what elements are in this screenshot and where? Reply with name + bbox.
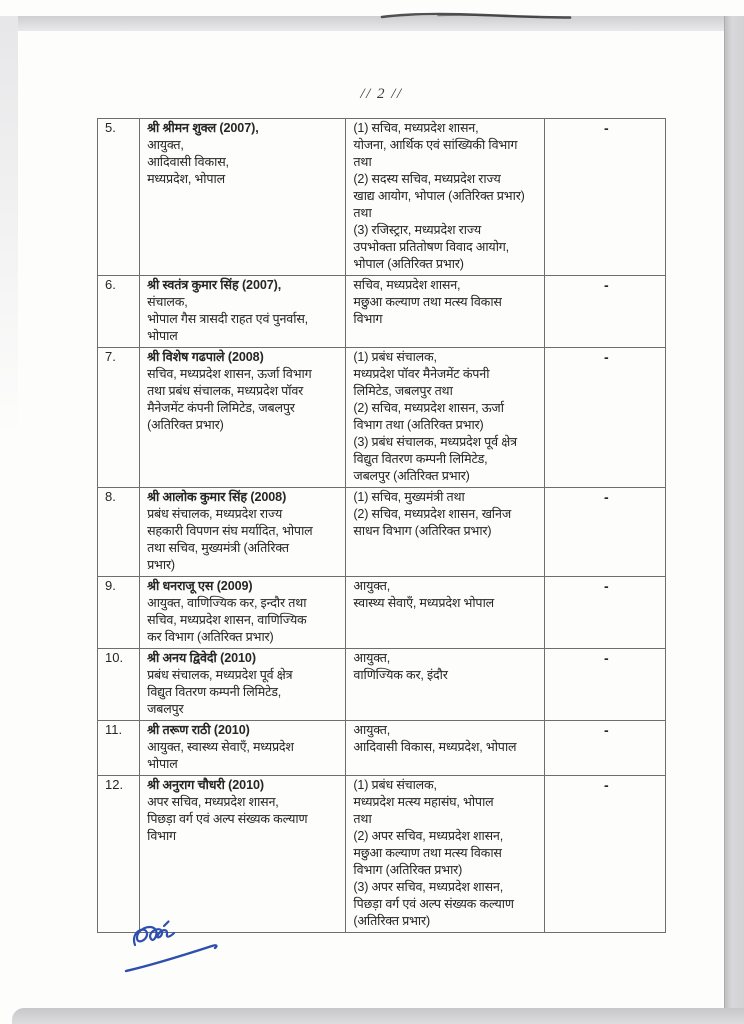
text-line: आदिवासी विकास, मध्यप्रदेश, भोपाल bbox=[353, 740, 517, 754]
serial-number-cell: 12. bbox=[98, 776, 140, 933]
text-line: विभाग bbox=[353, 312, 383, 326]
text-line: तथा bbox=[353, 155, 372, 169]
text-line: प्रभार) bbox=[147, 558, 175, 572]
text-line: मध्यप्रदेश पॉवर मैनेजमेंट कंपनी bbox=[353, 367, 490, 381]
serial-number-cell: 8. bbox=[98, 488, 140, 577]
table-row bbox=[98, 721, 666, 776]
remark-cell: - bbox=[544, 721, 665, 776]
text-line: मछुआ कल्याण तथा मत्स्य विकास bbox=[353, 846, 502, 860]
text-line: आदिवासी विकास, bbox=[147, 155, 229, 169]
remark-cell: - bbox=[544, 348, 665, 488]
table-row bbox=[98, 776, 666, 933]
assignment-cell bbox=[346, 348, 544, 488]
officer-cell bbox=[140, 488, 346, 577]
text-line: विभाग तथा (अतिरिक्त प्रभार) bbox=[353, 418, 484, 432]
assignment-cell bbox=[346, 721, 544, 776]
text-line: विद्युत वितरण कम्पनी लिमिटेड, bbox=[147, 685, 282, 699]
text-line: वाणिज्यिक कर, इंदौर bbox=[353, 668, 448, 682]
text-line: तथा bbox=[353, 812, 372, 826]
text-line: योजना, आर्थिक एवं सांख्यिकी विभाग bbox=[353, 138, 518, 152]
text-line: (1) प्रबंध संचालक, bbox=[353, 778, 437, 792]
text-line: (1) सचिव, मध्यप्रदेश शासन, bbox=[353, 121, 479, 135]
text-line: लिमिटेड, जबलपुर तथा bbox=[353, 384, 453, 398]
table-row bbox=[98, 488, 666, 577]
text-line: श्री आलोक कुमार सिंह (2008) bbox=[147, 490, 287, 504]
text-line: श्री धनराजू एस (2009) bbox=[147, 579, 253, 593]
serial-number-cell: 11. bbox=[98, 721, 140, 776]
remark-cell: - bbox=[544, 276, 665, 348]
text-line: साधन विभाग (अतिरिक्त प्रभार) bbox=[353, 524, 492, 538]
assignment-cell bbox=[346, 119, 544, 276]
remark-cell: - bbox=[544, 776, 665, 933]
text-line: श्री विशेष गढपाले (2008) bbox=[147, 350, 264, 364]
text-line: श्री अनुराग चौधरी (2010) bbox=[147, 778, 264, 792]
text-line: खाद्य आयोग, भोपाल (अतिरिक्त प्रभार) bbox=[353, 189, 525, 203]
assignment-cell bbox=[346, 577, 544, 649]
scan-artifact-line bbox=[378, 9, 574, 23]
text-line: आयुक्त, वाणिज्यिक कर, इन्दौर तथा bbox=[147, 596, 307, 610]
text-line: आयुक्त, bbox=[353, 579, 391, 593]
table-row bbox=[98, 276, 666, 348]
officer-cell bbox=[140, 776, 346, 933]
officer-cell bbox=[140, 276, 346, 348]
text-line: पिछड़ा वर्ग एवं अल्प संख्यक कल्याण bbox=[353, 897, 514, 911]
text-line: (3) रजिस्ट्रार, मध्यप्रदेश राज्य bbox=[353, 223, 481, 237]
text-line: प्रबंध संचालक, मध्यप्रदेश राज्य bbox=[147, 507, 283, 521]
text-line: (अतिरिक्त प्रभार) bbox=[353, 914, 430, 928]
serial-number-cell: 5. bbox=[98, 119, 140, 276]
text-line: विभाग bbox=[147, 829, 176, 843]
serial-number-cell: 7. bbox=[98, 348, 140, 488]
text-line: जबलपुर (अतिरिक्त प्रभार) bbox=[353, 469, 470, 483]
table-row bbox=[98, 649, 666, 721]
assignment-cell bbox=[346, 776, 544, 933]
serial-number-cell: 10. bbox=[98, 649, 140, 721]
text-line: श्री श्रीमन शुक्ल (2007), bbox=[147, 121, 259, 135]
officer-cell bbox=[140, 649, 346, 721]
text-line: (3) अपर सचिव, मध्यप्रदेश शासन, bbox=[353, 880, 504, 894]
text-line: स्वास्थ्य सेवाएँ, मध्यप्रदेश भोपाल bbox=[353, 596, 494, 610]
signature-ink bbox=[120, 918, 235, 980]
text-line: आयुक्त, स्वास्थ्य सेवाएँ, मध्यप्रदेश bbox=[147, 740, 294, 754]
text-line: मध्यप्रदेश मत्स्य महासंघ, भोपाल bbox=[353, 795, 494, 809]
text-line: मध्यप्रदेश, भोपाल bbox=[147, 172, 225, 186]
text-line: सहकारी विपणन संघ मर्यादित, भोपाल bbox=[147, 524, 313, 538]
text-line: मछुआ कल्याण तथा मत्स्य विकास bbox=[353, 295, 502, 309]
remark-cell: - bbox=[544, 119, 665, 276]
text-line: (1) प्रबंध संचालक, bbox=[353, 350, 437, 364]
remark-cell: - bbox=[544, 577, 665, 649]
text-line: भोपाल bbox=[147, 329, 178, 343]
scan-edge-top bbox=[0, 16, 744, 31]
text-line: कर विभाग (अतिरिक्त प्रभार) bbox=[147, 630, 274, 644]
scan-edge-left bbox=[0, 16, 18, 436]
text-line: (अतिरिक्त प्रभार) bbox=[147, 418, 224, 432]
remark-cell: - bbox=[544, 488, 665, 577]
officer-cell bbox=[140, 119, 346, 276]
text-line: सचिव, मध्यप्रदेश शासन, वाणिज्यिक bbox=[147, 613, 307, 627]
text-line: (3) प्रबंध संचालक, मध्यप्रदेश पूर्व क्षेत्र bbox=[353, 435, 517, 449]
officer-cell bbox=[140, 577, 346, 649]
text-line: श्री तरूण राठी (2010) bbox=[147, 723, 250, 737]
text-line: (2) सचिव, मध्यप्रदेश शासन, ऊर्जा bbox=[353, 401, 504, 415]
assignment-cell bbox=[346, 649, 544, 721]
officer-cell bbox=[140, 721, 346, 776]
text-line: सचिव, मध्यप्रदेश शासन, bbox=[353, 278, 461, 292]
text-line: (1) सचिव, मुख्यमंत्री तथा bbox=[353, 490, 465, 504]
text-line: भोपाल गैस त्रासदी राहत एवं पुनर्वास, bbox=[147, 312, 308, 326]
remark-cell: - bbox=[544, 649, 665, 721]
text-line: आयुक्त, bbox=[353, 651, 391, 665]
text-line: उपभोक्ता प्रतितोषण विवाद आयोग, bbox=[353, 240, 509, 254]
text-line: सचिव, मध्यप्रदेश शासन, ऊर्जा विभाग bbox=[147, 367, 312, 381]
officer-cell bbox=[140, 348, 346, 488]
text-line: जबलपुर bbox=[147, 702, 184, 716]
text-line: संचालक, bbox=[147, 295, 188, 309]
text-line: तथा सचिव, मुख्यमंत्री (अतिरिक्त bbox=[147, 541, 289, 555]
text-line: विद्युत वितरण कम्पनी लिमिटेड, bbox=[353, 452, 488, 466]
text-line: आयुक्त, bbox=[353, 723, 391, 737]
text-line: (2) अपर सचिव, मध्यप्रदेश शासन, bbox=[353, 829, 504, 843]
table-row bbox=[98, 348, 666, 488]
text-line: अपर सचिव, मध्यप्रदेश शासन, bbox=[147, 795, 279, 809]
text-line: (2) सचिव, मध्यप्रदेश शासन, खनिज bbox=[353, 507, 511, 521]
text-line: श्री अनय द्विवेदी (2010) bbox=[147, 651, 256, 665]
text-line: तथा प्रबंध संचालक, मध्यप्रदेश पॉवर bbox=[147, 384, 304, 398]
officials-table bbox=[97, 118, 666, 933]
table-row bbox=[98, 577, 666, 649]
text-line: भोपाल (अतिरिक्त प्रभार) bbox=[353, 257, 464, 271]
assignment-cell bbox=[346, 276, 544, 348]
text-line: प्रबंध संचालक, मध्यप्रदेश पूर्व क्षेत्र bbox=[147, 668, 293, 682]
text-line: (2) सदस्य सचिव, मध्यप्रदेश राज्य bbox=[353, 172, 501, 186]
assignment-cell bbox=[346, 488, 544, 577]
page-number: // 2 // bbox=[360, 86, 403, 102]
text-line: मैनेजमेंट कंपनी लिमिटेड, जबलपुर bbox=[147, 401, 295, 415]
text-line: भोपाल bbox=[147, 757, 178, 771]
serial-number-cell: 9. bbox=[98, 577, 140, 649]
text-line: श्री स्वतंत्र कुमार सिंह (2007), bbox=[147, 278, 282, 292]
text-line: विभाग (अतिरिक्त प्रभार) bbox=[353, 863, 463, 877]
text-line: आयुक्त, bbox=[147, 138, 184, 152]
scan-edge-right bbox=[724, 16, 744, 1024]
text-line: पिछड़ा वर्ग एवं अल्प संख्यक कल्याण bbox=[147, 812, 308, 826]
table-row bbox=[98, 119, 666, 276]
scan-edge-bottom bbox=[12, 1008, 744, 1024]
text-line: तथा bbox=[353, 206, 372, 220]
serial-number-cell: 6. bbox=[98, 276, 140, 348]
